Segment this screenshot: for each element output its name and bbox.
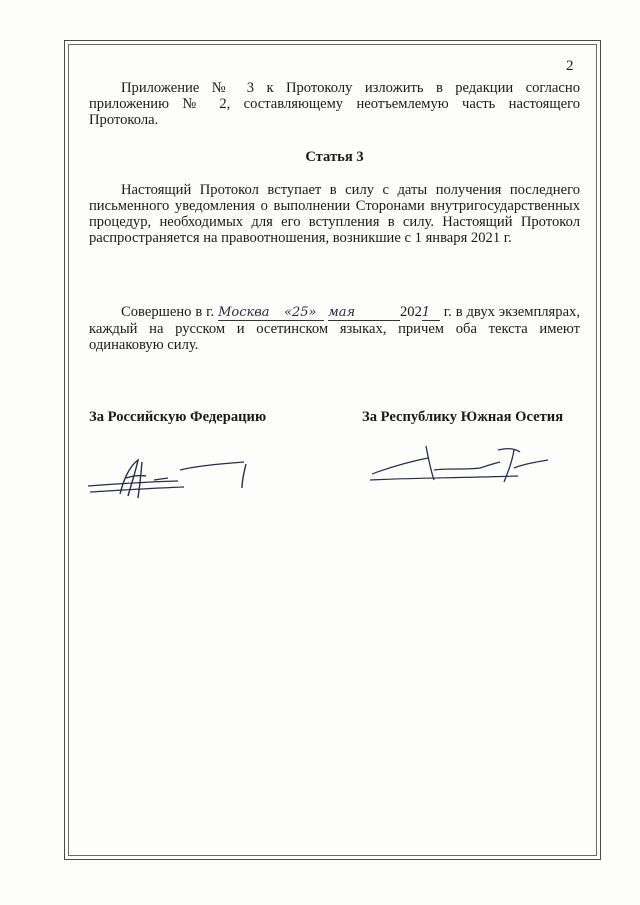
paragraph-appendix xyxy=(89,80,580,128)
signature-russia xyxy=(84,448,264,508)
paragraph-entry-into-force-text: Настоящий Протокол вступает в силу с даты получения последнего письменного уведомления о выполнении Сторонами внутригосударственных процедур, необходимых для его вступления в силу. Настоящий Протокол распространяется на правоотношения, возникшие с 1 января 2021 г. xyxy=(89,182,580,246)
page-number: 2 xyxy=(566,58,574,74)
handwritten-month: мая xyxy=(328,306,400,321)
closing-suffix: г. в двух экземплярах, каждый на русском и осетинском языках, причем оба текста имеют одинаковую силу. xyxy=(89,304,580,353)
handwritten-year: 1 xyxy=(422,306,440,321)
handwritten-day: «25» xyxy=(284,306,324,321)
article-heading: Статья 3 xyxy=(305,149,364,165)
signatory-label-russia: За Российскую Федерацию xyxy=(89,409,267,425)
handwritten-city: Москва xyxy=(218,306,284,321)
year-prefix: 202 xyxy=(399,304,422,320)
signature-south-ossetia xyxy=(368,438,568,498)
paragraph-closing xyxy=(89,304,580,353)
closing-prefix: Совершено в г. xyxy=(121,304,215,320)
paragraph-entry-into-force xyxy=(89,182,580,246)
paragraph-appendix-text: Приложение № 3 к Протоколу изложить в редакции согласно приложению № 2, составляющему неотъемлемую часть настоящего Протокола. xyxy=(89,80,580,128)
signatory-label-south-ossetia: За Республику Южная Осетия xyxy=(362,409,564,425)
